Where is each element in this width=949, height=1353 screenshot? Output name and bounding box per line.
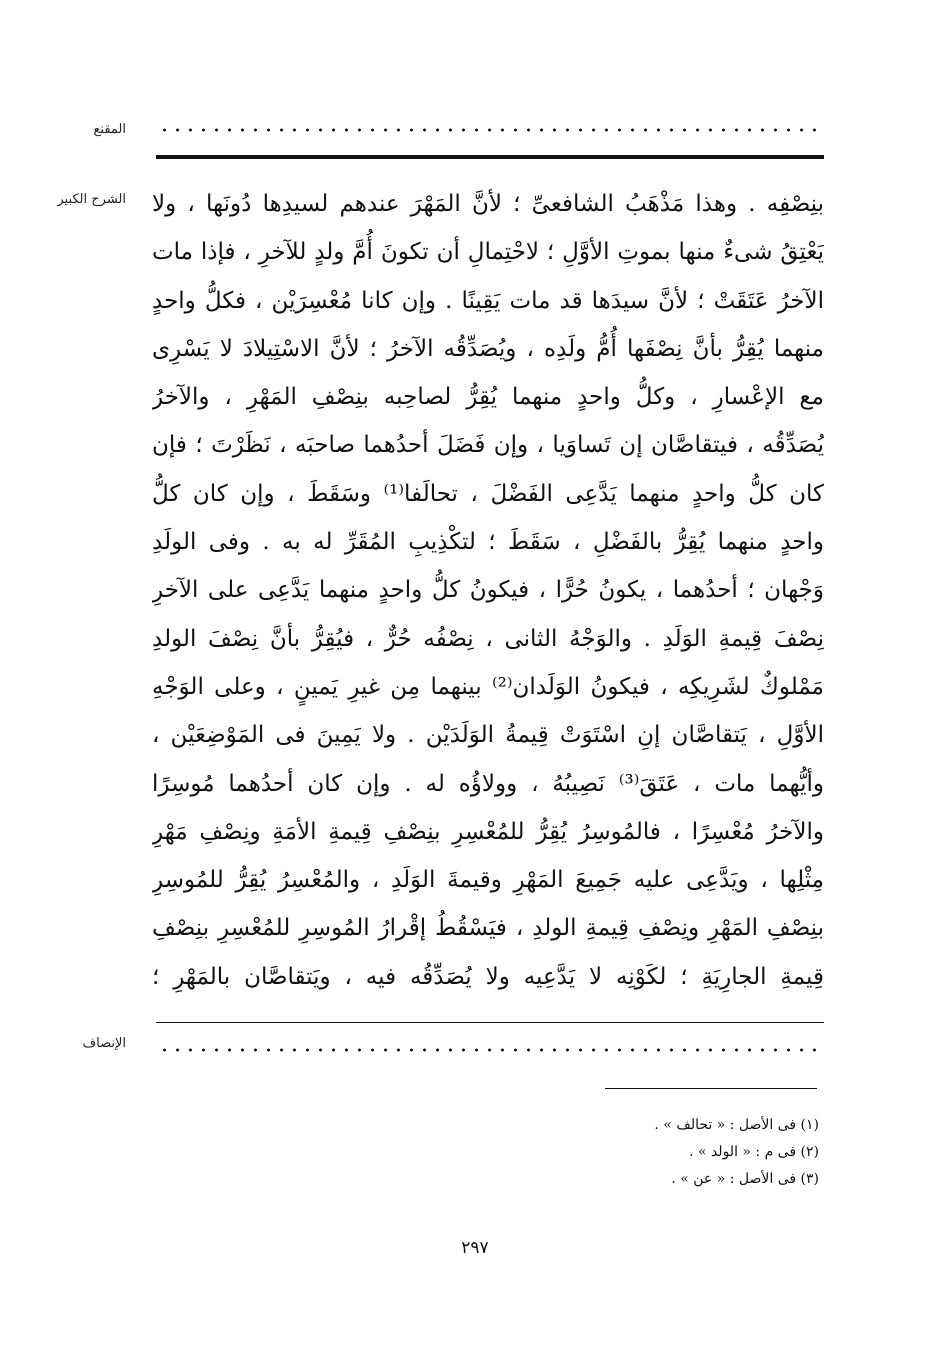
text-line: الأوَّلِ ، يَتقاصَّان إنِ اسْتَوَتْ قِيمةُ الوَلَدَيْن . ولا يَمِينَ فى المَوْضِعَيْن ، xyxy=(152,722,824,749)
text-line: يُصَدِّقُه ، فيتقاصَّان إن تَساوَيا ، وإن فَضَلَ أحدُهما صاحبَه ، نَظَرْتَ ؛ فإن xyxy=(152,432,824,459)
text-line: مَمْلوكٌ لشَرِيكِه ، فيكونُ الوَلَدان⁽²⁾ بينهما مِن غيرِ يَمينٍ ، وعلى الوَجْهِ xyxy=(152,673,824,700)
text-line: مع الإعْسارِ ، وكلُّ واحدٍ منهما يُقِرُّ لصاحِبه بنِصْفِ المَهْرِ ، والآخرُ xyxy=(152,384,824,411)
text-line: يَعْتِقُ شىءٌ منها بموتِ الأوَّلِ ؛ لاحْتِمالِ أن تكونَ أُمَّ ولدٍ للآخرِ ، فإذا مات xyxy=(152,239,824,266)
text-line: الآخرُ عَتَقَتْ ؛ لأنَّ سيدَها قد مات يَقِينًا . وإن كانا مُعْسِرَيْن ، فكلُّ واحدٍ xyxy=(152,287,824,314)
footnote-1: (١) فى الأصل : « تحالف » . xyxy=(654,1117,819,1133)
header-thick-rule xyxy=(156,155,824,159)
text-line: وَجْهان ؛ أحدُهما ، يكونُ حُرًّا ، فيكونُ كلُّ واحدٍ منهما يَدَّعِى على الآخرِ xyxy=(152,577,824,604)
text-line: بنِصْفِ المَهْرِ ونِصْفِ قِيمةِ الولدِ ، فيَسْقُطُ إقْرارُ المُوسِرِ للمُعْسِرِ بنِصْفِ xyxy=(152,915,824,942)
text-line: واحدٍ منهما يُقِرُّ بالفَضْلِ ، سَقَطَ ؛ لتكْذِيبِ المُقَرِّ له به . وفى الولَدِ xyxy=(152,529,824,556)
text-line: نِصْفَ قِيمةِ الوَلَدِ . والوَجْهُ الثانى ، نِصْفُه حُرٌّ ، فيُقِرُّ بأنَّ نِصْفَ الولدِ xyxy=(152,625,824,652)
bottom-dotted-separator xyxy=(158,1048,822,1052)
text-line: منهما يُقِرُّ بأنَّ نِصْفَها أُمُّ ولَدِه ، ويُصَدِّقُه الآخرُ ؛ لأنَّ الاسْتِيلادَ لا يَسْرِى xyxy=(152,335,824,362)
insaf-margin-label: الإنصاف xyxy=(82,1036,126,1051)
text-line: مِثْلِها ، ويَدَّعِى عليه جَمِيعَ المَهْرِ وقيمةَ الوَلَدِ ، والمُعْسِرُ يُقِرُّ للمُوسِرِ xyxy=(152,867,824,894)
footnote-3: (٣) فى الأصل : « عن » . xyxy=(671,1171,819,1187)
text-line: وأيُّهما مات ، عَتَقَ⁽³⁾ نَصِيبُهُ ، وولاؤُه له . وإن كان أحدُهما مُوسِرًا xyxy=(152,770,824,797)
text-line: بنِصْفِه . وهذا مَذْهَبُ الشافعىِّ ؛ لأنَّ المَهْرَ عندهم لسيدِها دُونَها ، ولا xyxy=(152,191,824,217)
text-line: كان كلُّ واحدٍ منهما يَدَّعِى الفَضْلَ ، تحالَفا⁽¹⁾ وسَقَطَ ، وإن كان كلُّ xyxy=(152,480,824,507)
page-number: ٢٩٧ xyxy=(461,1238,489,1258)
footnotes xyxy=(420,1112,819,1193)
footnote-2: (٢) فى م : « الولد » . xyxy=(689,1144,819,1160)
body-end-rule xyxy=(156,1022,824,1023)
commentary-margin-label: الشرح الكبير xyxy=(57,192,126,207)
footnote-separator xyxy=(605,1088,817,1089)
header-dotted-separator xyxy=(158,128,822,132)
text-line: قِيمةِ الجارِيَةِ ؛ لكَوْنِه لا يَدَّعِيه ولا يُصَدِّقُه فيه ، ويَتقاصَّان بالمَهْرِ ؛ xyxy=(152,963,824,990)
text-line: والآخرُ مُعْسِرًا ، فالمُوسِرُ يُقِرُّ للمُعْسِرِ بنِصْفِ قِيمةِ الأمَةِ ونِصْفِ مَهْرِ xyxy=(152,818,824,845)
running-title: المقنع xyxy=(93,122,126,137)
main-text-block xyxy=(152,180,824,1001)
